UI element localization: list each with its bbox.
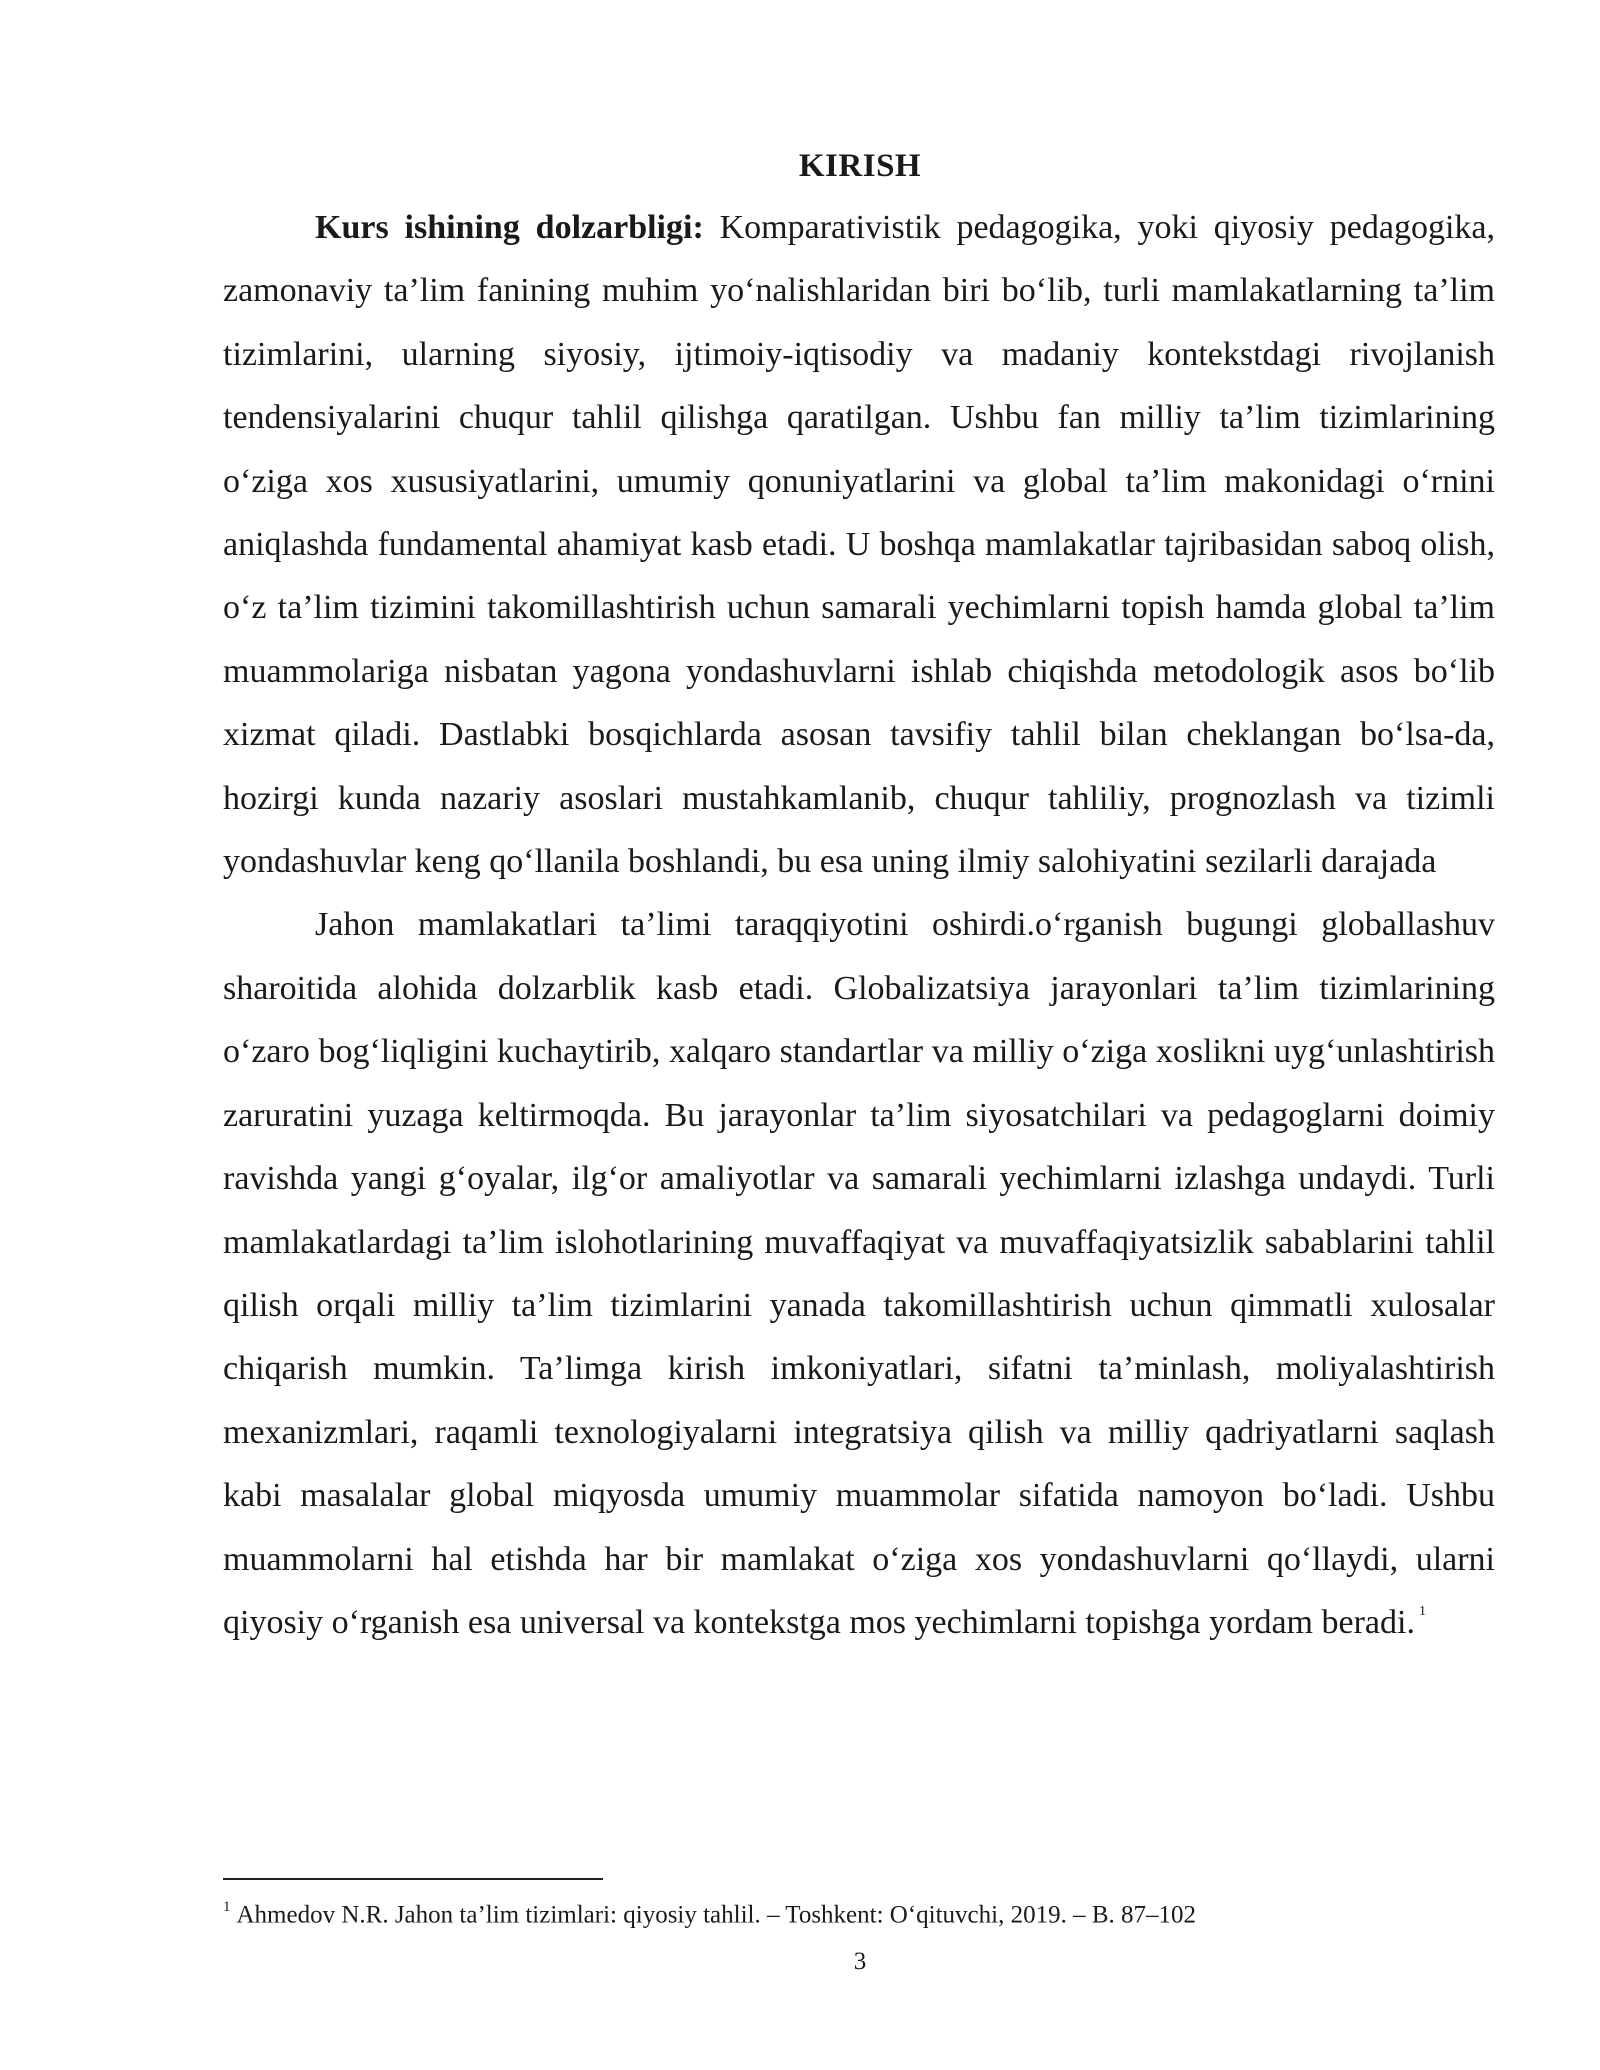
paragraph-text: Jahon mamlakatlari ta’limi taraqqiyotini oshirdi.o‘rganish bugungi globallashuv sharoitida alohida dolzarblik kasb etadi. Globalizatsiya jarayonlari ta’lim tizimlarining o‘zaro bog‘liqligini kuchaytirib, xalqaro standartlar va milliy o‘ziga xoslikni uyg‘unlashtirish zaruratini yuzaga keltirmoqda. Bu jarayonlar ta’lim siyosatchilari va pedagoglarni doimiy ravishda yangi g‘oyalar, ilg‘or amaliyotlar va samarali yechimlarni izlashga undaydi. Turli mamlakatlardagi ta’lim islohotlarining muvaffaqiyat va muvaffaqiyatsizlik sabablarini tahlil qilish orqali milliy ta’lim tizimlarini yanada takomillashtirish uchun qimmatli xulosalar chiqarish mumkin. Ta’limga kirish imkoniyatlari, sifatni ta’minlash, moliyalashtirish mexanizmlari, raqamli texnologiyalarni integratsiya qilish va milliy qadriyatlarni saqlash kabi masalalar global miqyosda umumiy muammolar sifatida namoyon bo‘ladi. Ushbu muammolarni hal etishda har bir mamlakat o‘ziga xos yondashuvlarni qo‘llaydi, ularni qiyosiy o‘rganish esa universal va kontekstga mos yechimlarni topishga yordam beradi. <box>223 906 1495 1641</box>
footnote-number: 1 <box>223 1899 231 1915</box>
footnote-text: Ahmedov N.R. Jahon ta’lim tizimlari: qiyosiy tahlil. – Toshkent: O‘qituvchi, 2019. – B. 87–102 <box>236 1901 1197 1929</box>
paragraph-relevance <box>223 196 1495 893</box>
paragraph-lead: Kurs ishining dolzarbligi: <box>315 209 704 246</box>
section-heading: KIRISH <box>798 148 922 184</box>
footnote-separator <box>223 1878 603 1880</box>
page-number: 3 <box>853 1948 867 1975</box>
footnote-reference[interactable]: 1 <box>1418 1603 1426 1619</box>
footnote <box>223 1893 1495 1931</box>
paragraph-text: Komparativistik pedagogika, yoki qiyosiy pedagogika, zamonaviy ta’lim fanining muhim yo‘nalishlaridan biri bo‘lib, turli mamlakatlarning ta’lim tizimlarini, ularning siyosiy, ijtimoiy-iqtisodiy va madaniy kontekstdagi rivojlanish tendensiyalarini chuqur tahlil qilishga qaratilgan. Ushbu fan milliy ta’lim tizimlarining o‘ziga xos xususiyatlarini, umumiy qonuniyatlarini va global ta’lim makonidagi o‘rnini aniqlashda fundamental ahamiyat kasb etadi. U boshqa mamlakatlar tajribasidan saboq olish, o‘z ta’lim tizimini takomillashtirish uchun samarali yechimlarni topish hamda global ta’lim muammolariga nisbatan yagona yondashuvlarni ishlab chiqishda metodologik asos bo‘lib xizmat qiladi. Dastlabki bosqichlarda asosan tavsifiy tahlil bilan cheklangan bo‘lsa-da, hozirgi kunda nazariy asoslari mustahkamlanib, chuqur tahliliy, prognozlash va tizimli yondashuvlar keng qo‘llanila boshlandi, bu esa uning ilmiy salohiyatini sezilarli darajada <box>223 209 1495 881</box>
body-text <box>223 196 1495 1654</box>
paragraph-globalization <box>223 893 1495 1654</box>
